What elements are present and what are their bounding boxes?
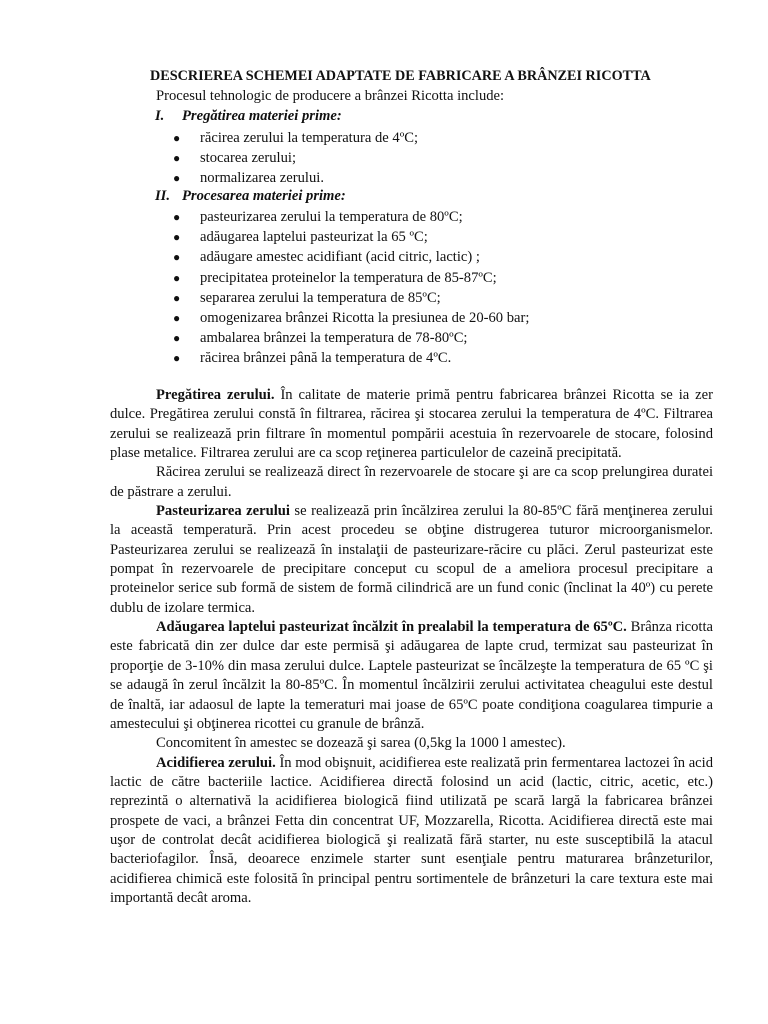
list-item: ● pasteurizarea zerului la temperatura de 80ºC; [173, 207, 529, 227]
body-text [110, 386, 713, 908]
paragraph-pasteurization: Pasteurizarea zerului se realizează prin încălzirea zerului la 80-85ºC fără menţinerea zerului la această temperatură. Prin acest procedeu se obţine distrugerea tuturor microorganismelor. Pasteurizarea zerului se realizează în instalaţii de pasteurizare-răcire cu plăci. Zerul pasteurizat este pompat în rezervoarele de precipitare conceput cu scopul de a ameliora procesul precipitare a proteinelor serice sub formă de sistem de formă cilindrică are un fund conic (înclinat la 40º) cu perete dublu de izolare termica. [110, 503, 713, 616]
list-item: ● omogenizarea brânzei Ricotta la presiunea de 20-60 bar; [173, 308, 529, 328]
intro-text: Procesul tehnologic de producere a brânzei Ricotta include: [156, 88, 505, 104]
list-item: ● răcirea brânzei până la temperatura de 4ºC. [173, 348, 529, 368]
paragraph-lead: Pasteurizarea zerului [156, 503, 290, 520]
paragraph-milk-addition: Adăugarea laptelui pasteurizat încălzit în prealabil la temperatura de 65ºC. Brânza ricotta este fabricată din zer dulce dar este permisă şi adăugarea de lapte crud, termizat sau pasteurizat în proporţie de 3-10% din masa zerului dulce. Laptele pasteurizat se încălzeşte la temperatura de 65 ºC şi se adaugă în zerul încălzit la 80-85ºC. În momentul încălzirii zerului activitatea cheagului este destul de înaltă, iar adaosul de lapte la temeraturi mai joase de 65ºC poate condiţiona coagularea timpurie a amestecului şi obţinerea ricottei cu granule de brânză. [110, 619, 713, 732]
list-item: ● stocarea zerului; [173, 148, 418, 168]
document-title: DESCRIEREA SCHEMEI ADAPTATE DE FABRICARE A BRÂNZEI RICOTTA [150, 68, 651, 84]
paragraph-salt: Concomitent în amestec se dozează şi sarea (0,5kg la 1000 l amestec). [156, 735, 566, 752]
list-item: ● normalizarea zerului. [173, 168, 418, 188]
list-item: ● separarea zerului la temperatura de 85ºC; [173, 288, 529, 308]
bullet-icon: ● [173, 210, 181, 224]
bullet-icon: ● [173, 351, 181, 366]
section-number: I. [155, 108, 165, 124]
list-item: ● precipitatea proteinelor la temperatura de 85-87ºC; [173, 268, 529, 288]
section-title: Pregătirea materiei prime: [182, 108, 342, 124]
section-heading-1 [155, 108, 342, 125]
section-heading-2 [155, 188, 346, 205]
bullet-icon: ● [173, 290, 181, 305]
bullet-list-1 [173, 128, 418, 189]
list-item: ● răcirea zerului la temperatura de 4ºC; [173, 128, 418, 148]
bullet-icon: ● [173, 151, 181, 166]
paragraph-acidification: Acidifierea zerului. În mod obişnuit, acidifierea este realizată prin fermentarea lactozei în acid lactic de către bacteriile lactice. Acidifierea directă folosind un acid (lactic, citric, acetic, etc.) reprezintă o alternativă la acidifierea biologică fiind utilizată pe scară largă la fabricarea brânzei prospete de vaci, a brânzei Fetta din concentrat UF, Mozzarella, Ricotta. Acidifierea directă este mai uşor de controlat decât acidifierea biologică şi realizată fără starter, nu este susceptibilă la atacul bacteriofagilor. Însă, deoarece enzimele starter sunt esenţiale pentru maturarea brânzeturilor, acidifierea chimică este folosită în principal pentru sortimentele de brânzeturi la care textura este mai importantă decât aroma. [110, 754, 713, 906]
paragraph-cooling: Răcirea zerului se realizează direct în rezervoarele de stocare şi are ca scop prelungirea duratei de păstrare a zerului. [110, 464, 713, 500]
paragraph-preparation: Pregătirea zerului. În calitate de materie primă pentru fabricarea brânzei Ricotta se ia zer dulce. Pregătirea zerului constă în filtrarea, răcirea şi stocarea zerului la temperatura de 4ºC. Filtrarea zerului se realizează prin filtrare în momentul pompării acestuia în rezervoarele de stocare, folosind plase metalice. Filtrarea zerului are ca scop reţinerea particulelor de cazeină precipitată. [110, 387, 713, 462]
paragraph-lead: Acidifierea zerului. [156, 754, 276, 771]
bullet-icon: ● [173, 171, 181, 186]
bullet-list-2 [173, 207, 529, 369]
bullet-icon: ● [173, 131, 181, 145]
bullet-icon: ● [173, 331, 181, 346]
section-title: Procesarea materiei prime: [182, 188, 346, 204]
list-item: ● adăugarea laptelui pasteurizat la 65 ºC; [173, 227, 529, 247]
list-item: ● adăugare amestec acidifiant (acid citric, lactic) ; [173, 247, 529, 267]
paragraph-lead: Adăugarea laptelui pasteurizat încălzit în prealabil la temperatura de 65ºC. [156, 619, 627, 636]
list-item: ● ambalarea brânzei la temperatura de 78-80ºC; [173, 328, 529, 348]
bullet-icon: ● [173, 310, 181, 325]
bullet-icon: ● [173, 250, 181, 265]
section-number: II. [155, 188, 171, 204]
bullet-icon: ● [173, 230, 181, 245]
paragraph-lead: Pregătirea zerului. [156, 387, 275, 403]
bullet-icon: ● [173, 270, 181, 285]
